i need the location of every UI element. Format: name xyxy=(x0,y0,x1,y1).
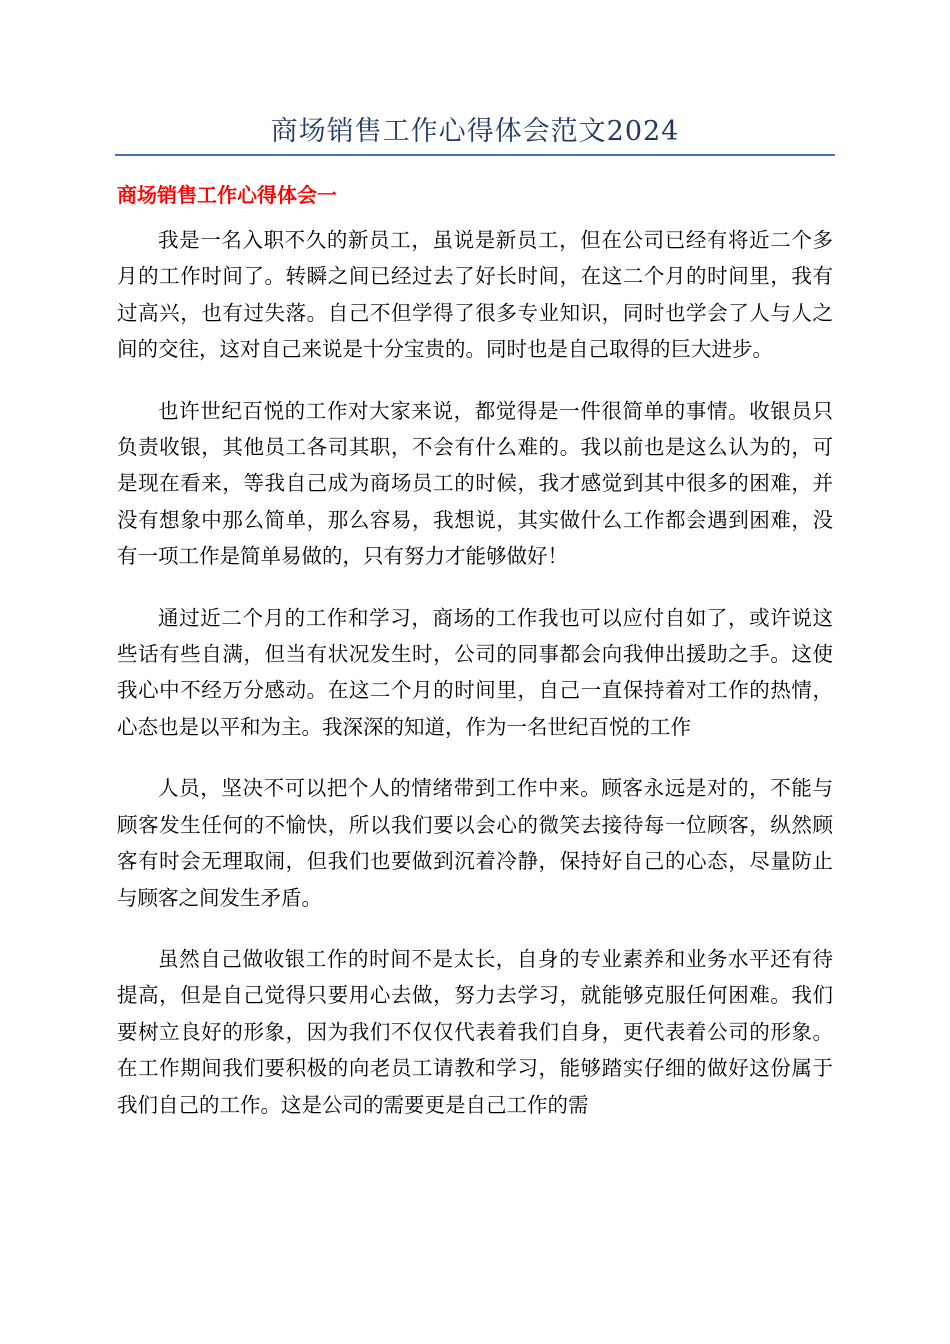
paragraph-5: 虽然自己做收银工作的时间不是太长，自身的专业素养和业务水平还有待提高，但是自己觉得只要用心去做，努力去学习，就能够克服任何困难。我们要树立良好的形象，因为我们不仅仅代表着我们自身，更代表着公司的形象。在工作期间我们要积极的向老员工请教和学习，能够踏实仔细的做好这份属于我们自己的工作。这是公司的需要更是自己工作的需 xyxy=(117,946,833,1117)
paragraph-1: 我是一名入职不久的新员工，虽说是新员工，但在公司已经有将近二个多月的工作时间了。转瞬之间已经过去了好长时间，在这二个月的时间里，我有过高兴，也有过失落。自己不但学得了很多专业知识，同时也学会了人与人之间的交往，这对自己来说是十分宝贵的。同时也是自己取得的巨大进步。 xyxy=(117,228,833,362)
paragraph-3: 通过近二个月的工作和学习，商场的工作我也可以应付自如了，或许说这些话有些自满，但当有状况发生时，公司的同事都会向我伸出援助之手。这使我心中不经万分感动。在这二个月的时间里，自己一直保持着对工作的热情，心态也是以平和为主。我深深的知道，作为一名世纪百悦的工作 xyxy=(117,605,833,739)
document-body xyxy=(117,222,833,1148)
title-underline xyxy=(115,154,835,156)
paragraph-2: 也许世纪百悦的工作对大家来说，都觉得是一件很简单的事情。收银员只负责收银，其他员工各司其职，不会有什么难的。我以前也是这么认为的，可是现在看来，等我自己成为商场员工的时候，我才感觉到其中很多的困难，并没有想象中那么简单，那么容易，我想说，其实做什么工作都会遇到困难，没有一项工作是简单易做的，只有努力才能够做好！ xyxy=(117,398,833,569)
document-title: 商场销售工作心得体会范文2024 xyxy=(270,116,680,147)
paragraph-4: 人员，坚决不可以把个人的情绪带到工作中来。顾客永远是对的，不能与顾客发生任何的不愉快，所以我们要以会心的微笑去接待每一位顾客，纵然顾客有时会无理取闹，但我们也要做到沉着冷静，保持好自己的心态，尽量防止与顾客之间发生矛盾。 xyxy=(117,776,833,910)
section-heading: 商场销售工作心得体会一 xyxy=(117,183,337,207)
